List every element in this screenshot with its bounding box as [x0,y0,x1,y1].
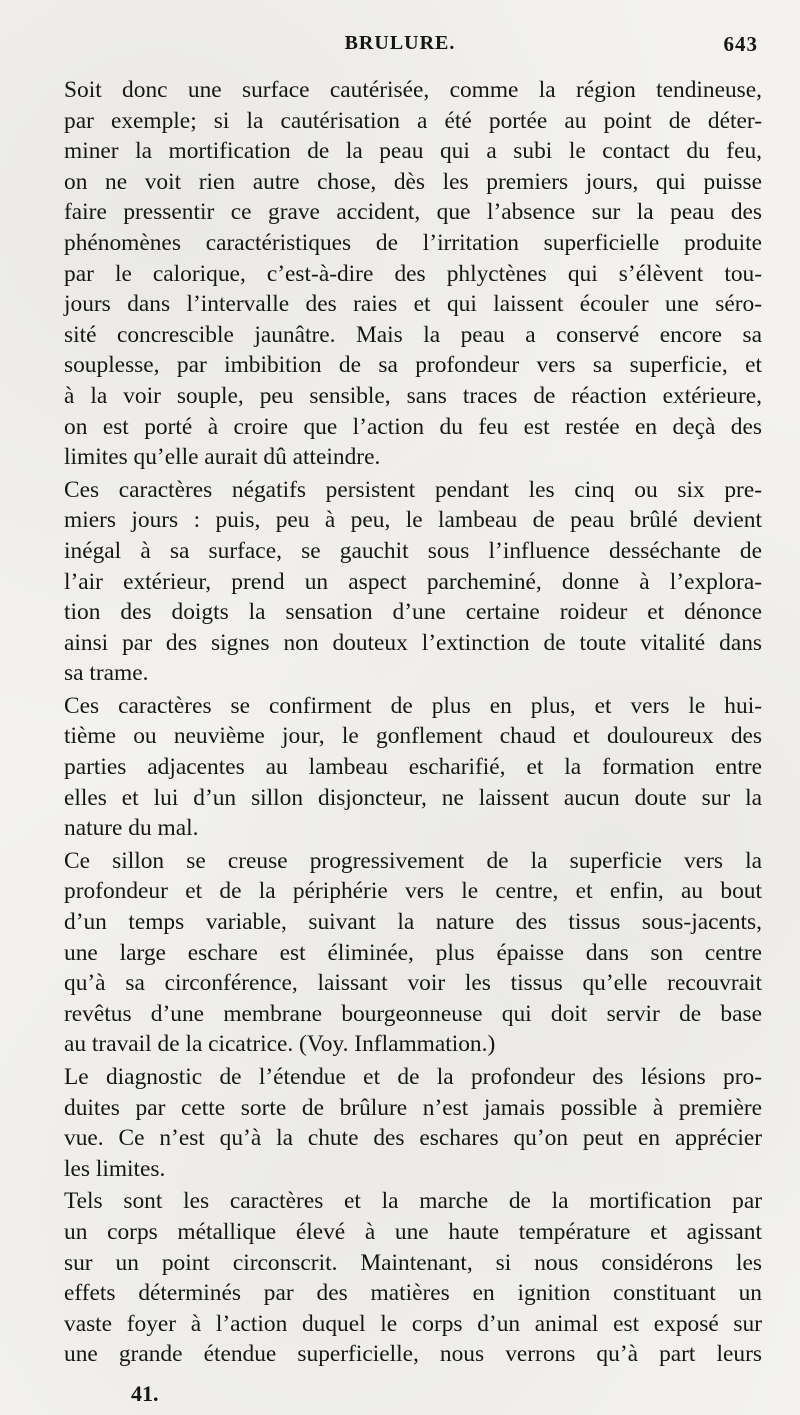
paragraph-5 [38,1062,762,1184]
text-line: elles et lui d’un sillon disjoncteur, ne laissent aucun doute sur la [64,784,762,811]
text-line: profondeur et de la périphérie vers le centre, et enfin, au bout [64,878,762,905]
text-line: à la voir souple, peu sensible, sans traces de réaction extérieure, [64,382,762,409]
text-line: on ne voit rien autre chose, dès les premiers jours, qui puisse [64,168,762,195]
paragraph-2 [38,475,762,689]
text-line: une large eschare est éliminée, plus épaisse dans son centre [64,939,762,966]
text-line: Le diagnostic de l’étendue et de la profondeur des lésions pro- [64,1064,762,1090]
text-line: miers jours : puis, peu à peu, le lambeau de peau brûlé devient [64,507,762,534]
text-line: ainsi par des signes non douteux l’extinction de toute vitalité dans [64,629,762,656]
text-line: sité concrescible jaunâtre. Mais la peau a conservé encore sa [64,321,762,348]
text-line: un corps métallique élevé à une haute température et agissant [64,1218,762,1245]
page-number: 643 [723,32,758,56]
text-line: limites qu’elle aurait dû atteindre. [64,444,381,471]
running-title: BRULURE. [344,32,456,54]
text-line: nature du mal. [64,815,199,842]
text-line: on est porté à croire que l’action du feu est restée en deçà des [64,413,762,440]
running-header [38,28,762,60]
text-line: une grande étendue superficielle, nous verrons qu’à part leurs [64,1341,762,1368]
text-line: revêtus d’une membrane bourgeonneuse qui doit servir de base [64,1000,762,1027]
paragraph-3 [38,691,762,844]
paragraph-1 [38,75,762,473]
text-line: inégal à sa surface, se gauchit sous l’influence desséchante de [64,537,762,564]
body-text [38,75,762,1370]
text-line: faire pressentir ce grave accident, que l’absence sur la peau des [64,199,762,226]
text-line: tion des doigts la sensation d’une certaine roideur et dénonce [64,599,762,626]
text-line: Ces caractères négatifs persistent pendant les cinq ou six pre- [64,476,762,503]
text-line: vue. Ce n’est qu’à la chute des eschares qu’on peut en apprécier [64,1125,762,1152]
paragraph-4 [38,846,762,1060]
text-line: effets déterminés par des matières en ignition constituant un [64,1280,762,1307]
text-line: parties adjacentes au lambeau escharifié, et la formation entre [64,754,762,781]
text-line: phénomènes caractéristiques de l’irritation superficielle produite [64,229,762,256]
text-line: sa trame. [64,660,149,687]
text-line: souplesse, par imbibition de sa profondeur vers sa superficie, et [64,352,762,379]
text-line: d’un temps variable, suivant la nature des tissus sous-jacents, [64,909,762,936]
text-line: par le calorique, c’est-à-dire des phlyctènes qui s’élèvent tou- [64,260,762,287]
text-line: l’air extérieur, prend un aspect parcheminé, donne à l’explora- [64,568,762,595]
text-line: Ce sillon se creuse progressivement de la superficie vers la [64,847,762,874]
text-line: Tels sont les caractères et la marche de la mortification par [64,1188,762,1215]
text-line: tième ou neuvième jour, le gonflement chaud et douloureux des [64,723,762,750]
text-line: Ces caractères se confirment de plus en plus, et vers le hui- [64,692,762,719]
text-line: Soit donc une surface cautérisée, comme la région tendineuse, [64,77,762,103]
text-line: duites par cette sorte de brûlure n’est jamais possible à première [64,1094,762,1121]
text-line: au travail de la cicatrice. (Voy. Inflammation.) [64,1031,496,1058]
text-line: par exemple; si la cautérisation a été portée au point de déter- [64,107,762,134]
paragraph-6 [38,1186,762,1370]
text-line: vaste foyer à l’action duquel le corps d’un animal est exposé sur [64,1310,762,1337]
text-line: qu’à sa circonférence, laissant voir les tissus qu’elle recouvrait [64,970,762,997]
text-line: sur un point circonscrit. Maintenant, si nous considérons les [64,1249,762,1276]
text-line: les limites. [64,1155,166,1182]
signature-mark: 41. [131,1381,159,1406]
text-line: miner la mortification de la peau qui a subi le contact du feu, [64,138,762,165]
text-line: jours dans l’intervalle des raies et qui laissent écouler une séro- [64,291,762,318]
